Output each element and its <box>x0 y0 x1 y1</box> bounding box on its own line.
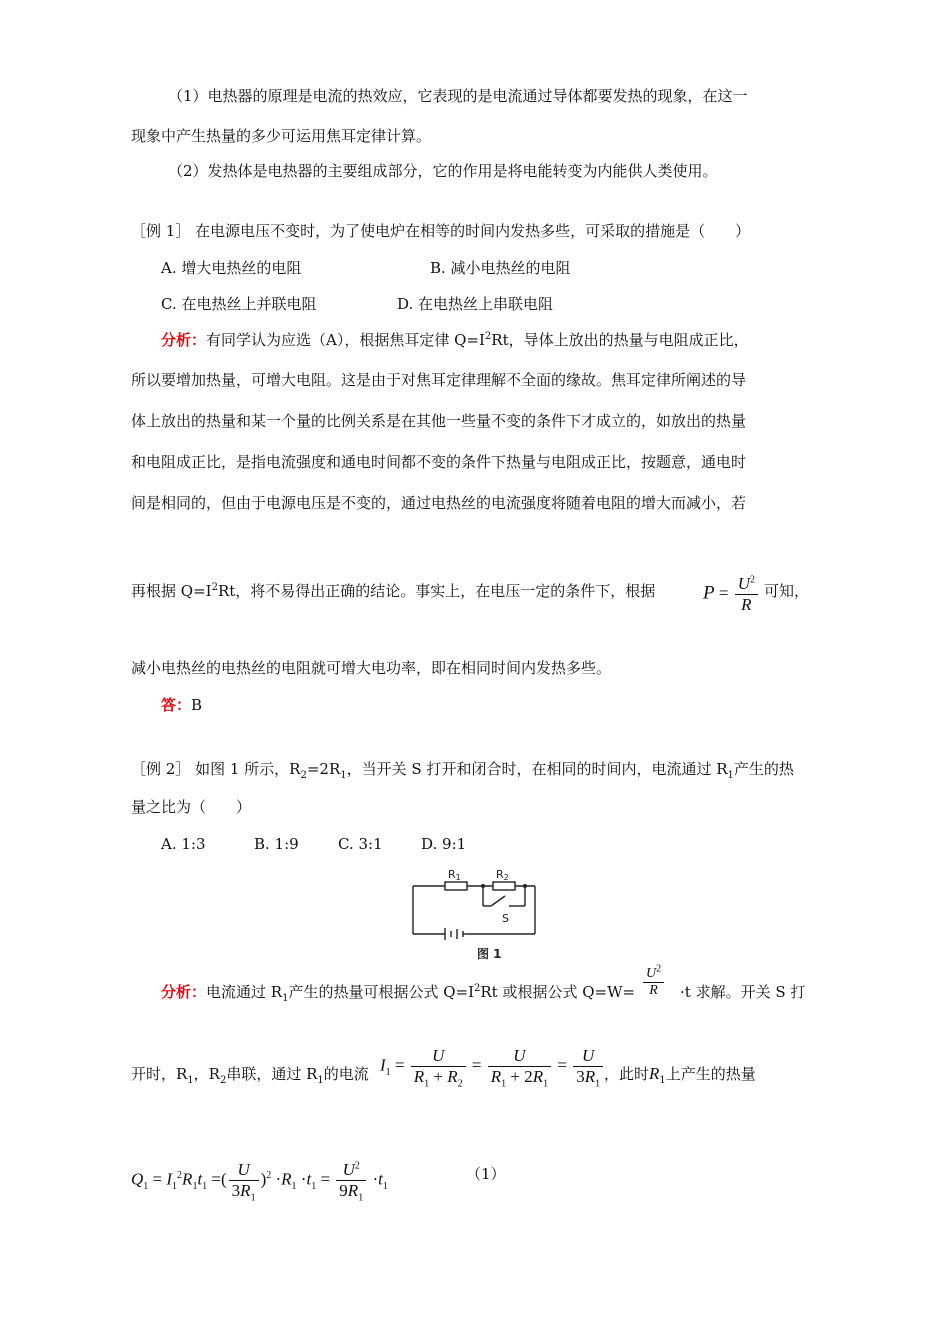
circuit-diagram-figure <box>405 862 550 962</box>
example2-question-line-1: ［例 2］ 如图 1 所示，$R_2=2R_1$，当开关 S 打开和闭合时，在相同的时间内，电流通过 $R_1$产生的热 <box>131 760 794 781</box>
example2-analysis-line-2: 开时，$R_1$，$R_2$串联，通过 $R_1$的电流 <box>131 1065 369 1086</box>
example1-analysis-line-1: 分析：有同学认为应选（A），根据焦耳定律 $Q=I^2Rt$，导体上放出的热量与电阻成正比， <box>161 331 749 349</box>
intro-paragraph-1-line-1: （1）电热器的原理是电流的热效应，它表现的是电流通过导体都要发热的现象，在这一 <box>168 87 748 105</box>
example2-analysis-line-1-end: ·t 求解。开关 S 打 <box>680 983 806 1001</box>
equation-fraction-1: $\frac{U}{3R_1}$ <box>229 1160 259 1201</box>
current-fraction-3: $\frac{U}{3R_1}$ <box>573 1046 603 1087</box>
example1-analysis-line-3: 体上放出的热量和某一个量的比例关系是在其他一些量不变的条件下才成立的，如放出的热量 <box>131 412 747 430</box>
example2-option-b: B. 1:9 <box>254 835 299 853</box>
example1-option-d: D. 在电热丝上串联电阻 <box>397 295 554 313</box>
power-formula: P = $\frac{U^2}{R}$ <box>703 574 760 615</box>
example1-analysis-line-6-end: 可知， <box>764 582 810 600</box>
example2-option-a: A. 1:3 <box>161 835 206 853</box>
current-formula: $I_1$ = $\frac{U}{R_1 + R_2}$ = $\frac{U}{R_1 + 2R_1}$ = $\frac{U}{3R_1}$ <box>380 1046 605 1087</box>
example2-analysis-line-1: 分析：电流通过 $R_1$产生的热量可根据公式 $Q=I^2Rt$ 或根据公式 Q=W= <box>161 983 636 1004</box>
example2-analysis-line-2-end: ，此时$R_1$上产生的热量 <box>604 1064 756 1086</box>
r2-label: R2 <box>496 868 509 882</box>
r1-label: R1 <box>448 868 461 882</box>
junction-node <box>523 884 527 888</box>
example2-option-d: D. 9:1 <box>421 835 467 853</box>
figure-caption: 图 1 <box>477 947 502 961</box>
power-fraction: $\frac{U^2}{R}$ <box>735 574 758 615</box>
answer-value: B <box>191 696 203 714</box>
example1-answer <box>161 695 202 715</box>
resistor-r2 <box>493 882 515 890</box>
analysis-label: 分析： <box>161 983 207 1001</box>
analysis-label: 分析： <box>161 331 207 349</box>
switch-label: S <box>502 912 509 925</box>
example1-analysis-line-5: 间是相同的，但由于电源电压是不变的，通过电热丝的电流强度将随着电阻的增大而减小，若 <box>131 494 747 512</box>
example1-analysis-line-6: 再根据 $Q=I^2Rt$，将不易得出正确的结论。事实上，在电压一定的条件下，根据 <box>131 582 656 600</box>
switch-s <box>491 896 505 906</box>
intro-paragraph-1-line-2: 现象中产生热量的多少可运用焦耳定律计算。 <box>131 127 432 145</box>
example1-option-c: C. 在电热丝上并联电阻 <box>161 295 317 313</box>
heat-equation-1: $Q_1 = I_1^2R_1t_1$ =( $\frac{U}{3R_1}$ )$^2 \cdot R_1 \cdot t_1$ = $\frac{U^2}{9R_1}$ $\cdot t_1$ <box>131 1160 388 1204</box>
equation-fraction-2: $\frac{U^2}{9R_1}$ <box>336 1160 366 1201</box>
example2-question-line-2: 量之比为（ ） <box>131 798 252 816</box>
answer-label: 答： <box>161 696 192 714</box>
equation-number: （1） <box>466 1165 506 1183</box>
junction-node <box>481 884 485 888</box>
example1-analysis-line-7: 减小电热丝的电热丝的电阻就可增大电功率，即在相同时间内发热多些。 <box>131 659 612 677</box>
example1-option-b: B. 减小电热丝的电阻 <box>430 259 571 277</box>
example1-question: ［例 1］ 在电源电压不变时，为了使电炉在相等的时间内发热多些，可采取的措施是（ ） <box>131 222 751 240</box>
example1-option-a: A. 增大电热丝的电阻 <box>161 259 302 277</box>
example1-analysis-line-2: 所以要增加热量，可增大电阻。这是由于对焦耳定律理解不全面的缘故。焦耳定律所阐述的导 <box>131 371 747 389</box>
resistor-r1 <box>445 882 467 890</box>
example1-analysis-line-4: 和电阻成正比，是指电流强度和通电时间都不变的条件下热量与电阻成正比，按题意，通电时 <box>131 453 747 471</box>
current-fraction-1: $\frac{U}{R_1 + R_2}$ <box>411 1046 466 1087</box>
heat-formula-fraction: $\frac{U^2}{R}$ <box>641 966 666 999</box>
intro-paragraph-2: （2）发热体是电热器的主要组成部分，它的作用是将电能转变为内能供人类使用。 <box>168 162 718 180</box>
current-fraction-2: $\frac{U}{R_1 + 2R_1}$ <box>488 1046 551 1087</box>
example2-option-c: C. 3:1 <box>338 835 383 853</box>
